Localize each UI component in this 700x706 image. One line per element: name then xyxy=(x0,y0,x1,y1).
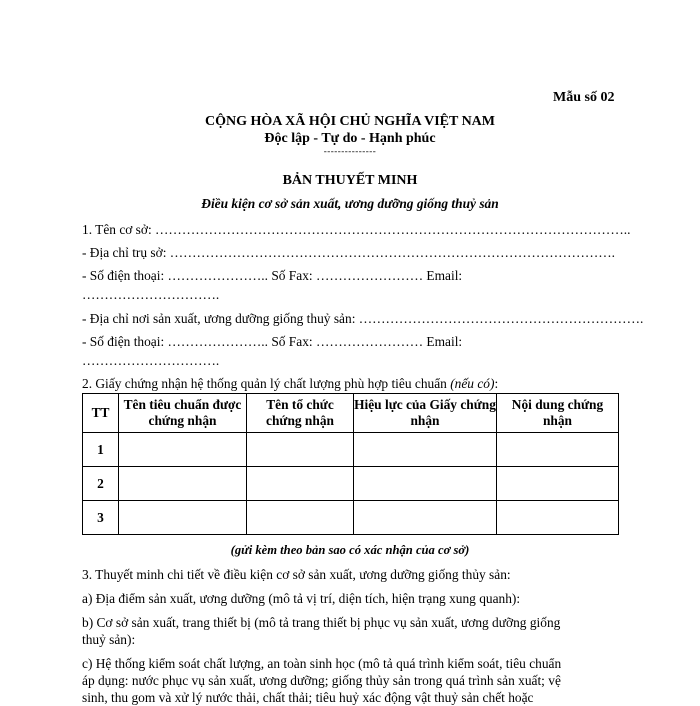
row-number: 1 xyxy=(83,433,119,467)
column-header-content: Nội dung chứng nhận xyxy=(497,394,619,433)
column-header-tt: TT xyxy=(83,394,119,433)
column-header-organization: Tên tổ chức chứng nhận xyxy=(247,394,354,433)
table-cell[interactable] xyxy=(354,467,497,501)
table-header-row xyxy=(83,394,619,433)
section2-intro-text: 2. Giấy chứng nhận hệ thống quản lý chất lượng phù hợp tiêu chuẩn xyxy=(82,376,451,391)
table-cell[interactable] xyxy=(354,501,497,535)
section3-item-b-line2: thuỷ sản): xyxy=(82,632,136,647)
table-cell[interactable] xyxy=(247,433,354,467)
section3-item-c-line1: c) Hệ thống kiểm soát chất lượng, an toàn sinh học (mô tả quá trình kiểm soát, tiêu chuẩn xyxy=(82,656,562,671)
table-cell[interactable] xyxy=(354,433,497,467)
field-phone-fax-email-2: - Số điện thoại: ………………….. Số Fax: …………………… Email: xyxy=(82,334,463,349)
national-motto: Độc lập - Tự do - Hạnh phúc xyxy=(264,131,436,146)
table-cell[interactable] xyxy=(119,467,247,501)
field-facility-name: 1. Tên cơ sở: …………………………………………………………………………………………….. xyxy=(82,222,631,237)
national-title: CỘNG HÒA XÃ HỘI CHỦ NGHĨA VIỆT NAM xyxy=(204,114,495,129)
certification-table xyxy=(82,393,619,535)
section3-item-a: a) Địa điểm sản xuất, ương dưỡng (mô tả vị trí, diện tích, hiện trạng xung quanh): xyxy=(82,591,521,606)
field-office-address: - Địa chỉ trụ sở: ………………………………………………………………………………………. xyxy=(82,245,616,260)
field-phone-fax-email-1: - Số điện thoại: ………………….. Số Fax: …………………… Email: xyxy=(82,268,463,283)
section2-intro xyxy=(82,376,498,392)
field-production-address: - Địa chỉ nơi sản xuất, ương dưỡng giống thuỷ sản: ………………………………………………………. xyxy=(82,311,644,326)
table-cell[interactable] xyxy=(497,433,619,467)
table-cell[interactable] xyxy=(247,501,354,535)
column-header-standard: Tên tiêu chuẩn được chứng nhận xyxy=(119,394,247,433)
table-row xyxy=(83,433,619,467)
row-number: 3 xyxy=(83,501,119,535)
document-title: BẢN THUYẾT MINH xyxy=(282,173,418,188)
header-divider: --------------- xyxy=(323,146,377,156)
form-number: Mẫu số 02 xyxy=(553,90,615,105)
section3-intro: 3. Thuyết minh chi tiết về điều kiện cơ sở sản xuất, ương dưỡng giống thủy sản: xyxy=(82,567,511,582)
field-email-2-continuation: …………………………. xyxy=(82,353,220,368)
table-cell[interactable] xyxy=(497,501,619,535)
section3-item-c-line2: áp dụng: nước phục vụ sản xuất, ương dưỡng; giống thủy sản trong quá trình sản xuất; vệ xyxy=(82,673,561,688)
table-cell[interactable] xyxy=(497,467,619,501)
section3-item-b-line1: b) Cơ sở sản xuất, trang thiết bị (mô tả trang thiết bị phục vụ sản xuất, ương dưỡng giống xyxy=(82,615,561,630)
table-cell[interactable] xyxy=(119,433,247,467)
section2-intro-note: (nếu có) xyxy=(450,376,495,391)
table-row xyxy=(83,501,619,535)
row-number: 2 xyxy=(83,467,119,501)
table-cell[interactable] xyxy=(119,501,247,535)
attachment-note: (gửi kèm theo bản sao có xác nhận của cơ sở) xyxy=(230,543,470,557)
table-row xyxy=(83,467,619,501)
section3-item-c-line3: sinh, thu gom và xử lý nước thải, chất thải; tiêu huỷ xác động vật thuỷ sản chết hoặc xyxy=(82,690,534,705)
table-cell[interactable] xyxy=(247,467,354,501)
column-header-validity: Hiệu lực của Giấy chứng nhận xyxy=(354,394,497,433)
document-subtitle: Điều kiện cơ sở sản xuất, ương dưỡng giống thuỷ sản xyxy=(201,196,499,211)
field-email-1-continuation: …………………………. xyxy=(82,287,220,302)
section2-intro-end: : xyxy=(494,376,499,391)
